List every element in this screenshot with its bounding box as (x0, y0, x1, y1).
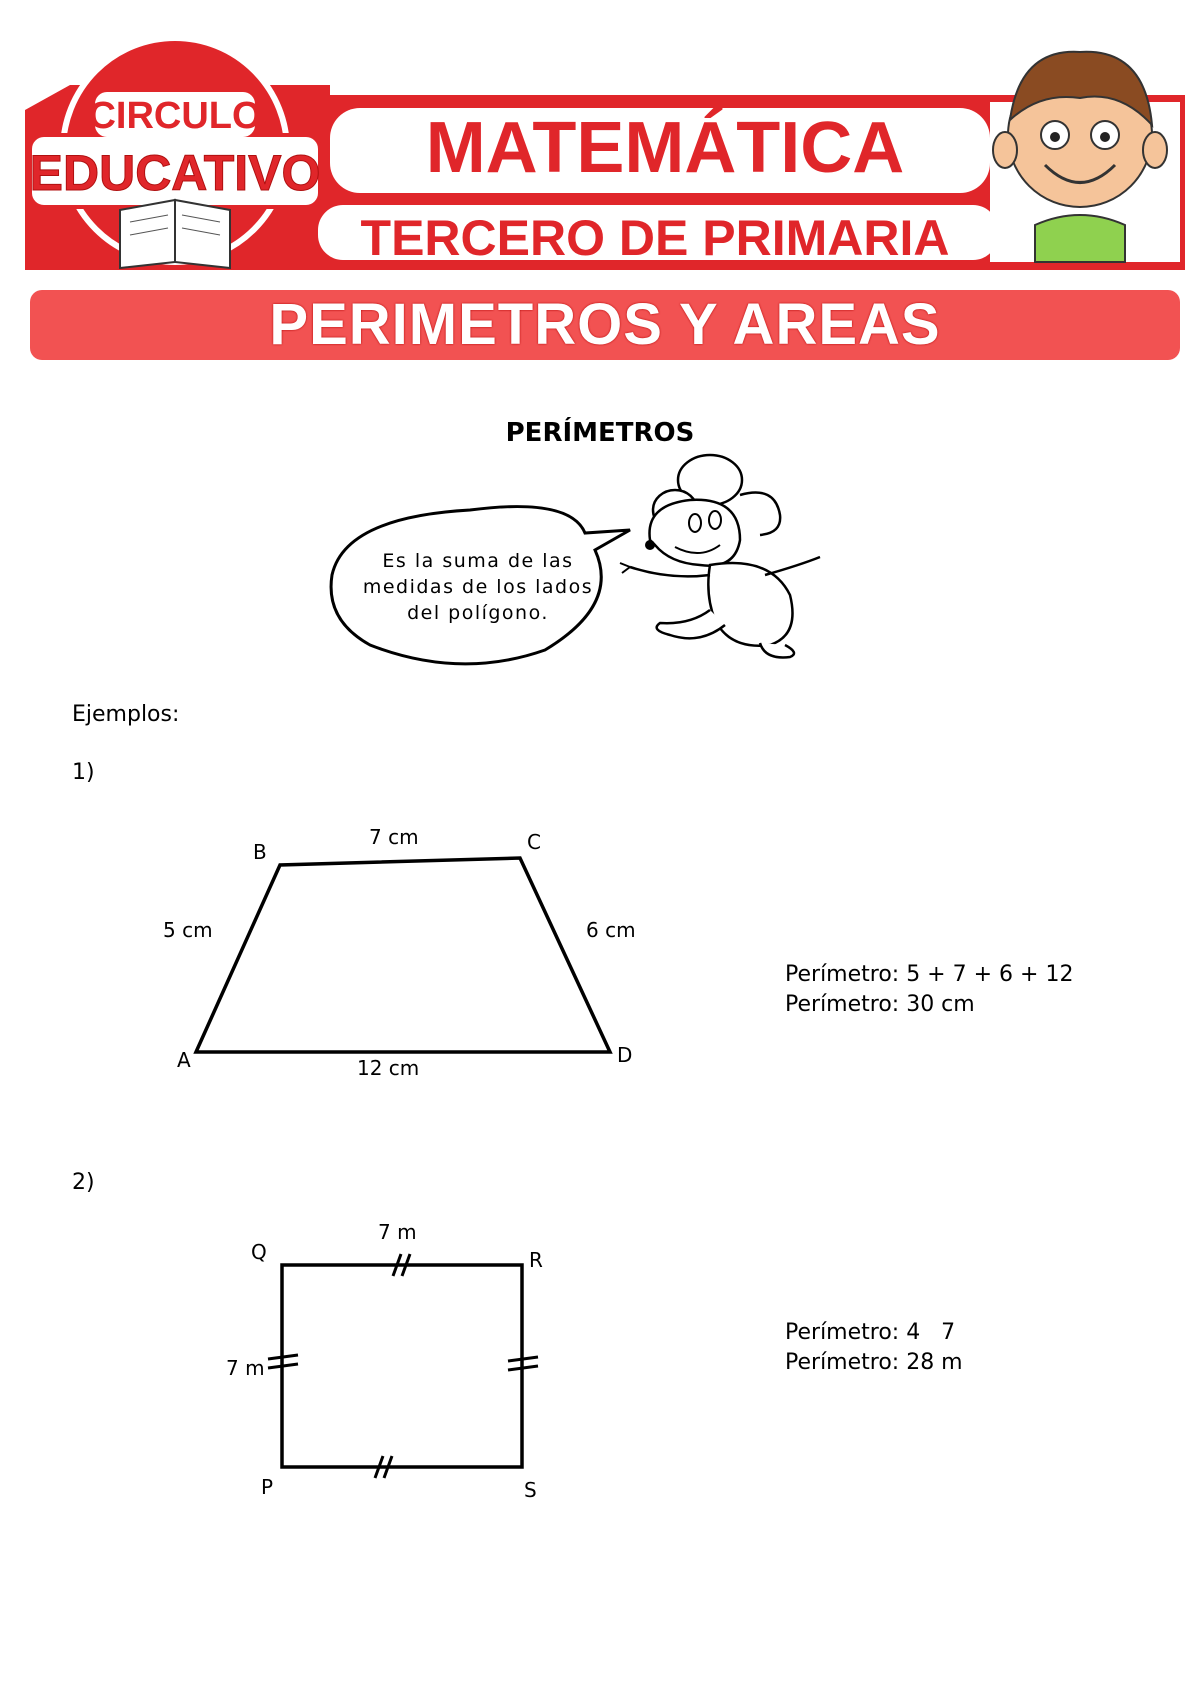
bubble-line-2: medidas de los lados (362, 576, 594, 598)
bubble-text (338, 548, 618, 626)
vertex-p: P (261, 1475, 274, 1499)
side-ab-label: 5 cm (163, 918, 213, 942)
header-banner (0, 0, 1200, 280)
example1-result-line1: Perímetro: 5 + 7 + 6 + 12 (785, 962, 1074, 987)
title-bar (30, 290, 1180, 360)
page-title: PERIMETROS Y AREAS (269, 292, 941, 357)
square-figure (260, 1240, 560, 1480)
side-ad-label: 12 cm (357, 1056, 420, 1080)
bubble-line-1: Es la suma de las (382, 550, 574, 572)
trapezoid-figure (150, 820, 670, 1090)
example2-result-line1: Perímetro: 4 7 (785, 1320, 956, 1345)
side-bc-label: 7 cm (369, 825, 419, 849)
vertex-s: S (524, 1478, 537, 1502)
vertex-r: R (529, 1248, 543, 1272)
grade-title: TERCERO DE PRIMARIA (360, 210, 950, 266)
example1-result-line2: Perímetro: 30 cm (785, 992, 975, 1017)
book-icon (120, 200, 230, 268)
side-cd-label: 6 cm (586, 918, 636, 942)
example2-result (785, 1318, 963, 1378)
example2-result-line2: Perímetro: 28 m (785, 1350, 963, 1375)
vertex-c: C (527, 830, 541, 854)
subject-title: MATEMÁTICA (425, 108, 905, 188)
section-title: PERÍMETROS (505, 418, 695, 448)
vertex-d: D (617, 1043, 633, 1067)
vertex-q: Q (251, 1240, 267, 1264)
brand-line2: EDUCATIVO (29, 145, 321, 201)
bubble-line-3: del polígono. (407, 602, 549, 624)
square-shape (282, 1265, 522, 1467)
side-top-label: 7 m (378, 1220, 417, 1244)
side-left-label: 7 m (226, 1356, 265, 1380)
vertex-b: B (253, 840, 267, 864)
examples-label: Ejemplos: (72, 702, 180, 727)
brand-line1: CIRCULO (88, 95, 262, 137)
example1-number: 1) (72, 760, 95, 785)
example1-result (785, 960, 1073, 1020)
example2-number: 2) (72, 1170, 95, 1195)
mouse-illustration (620, 455, 820, 657)
vertex-a: A (177, 1048, 191, 1072)
trapezoid-shape (196, 858, 610, 1052)
